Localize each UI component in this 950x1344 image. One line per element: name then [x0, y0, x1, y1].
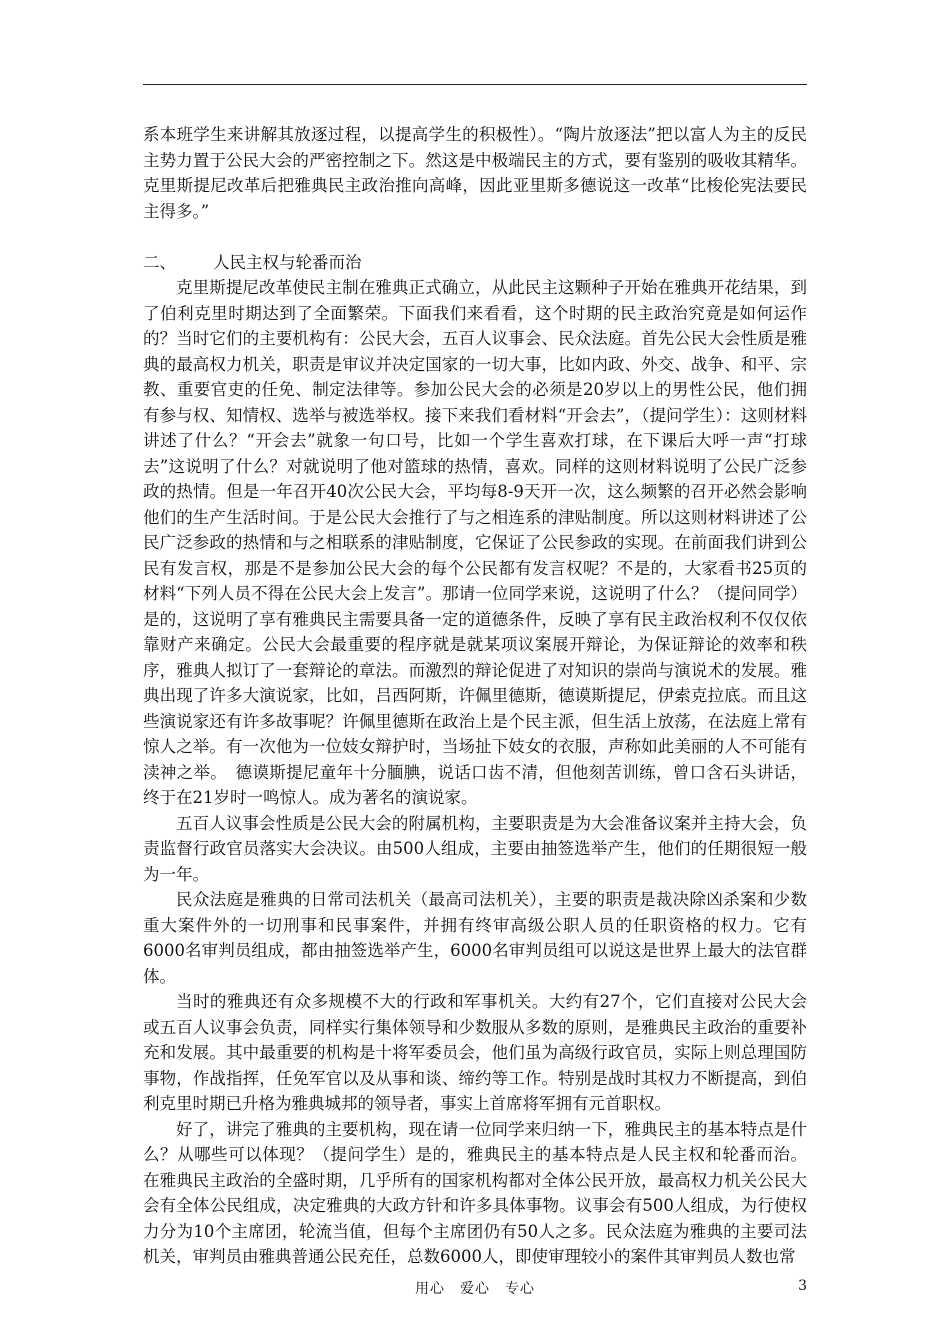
- footer-motto: 用心 爱心 专心: [415, 1281, 535, 1297]
- paragraph-military: 当时的雅典还有众多规模不大的行政和军事机关。大约有27个，它们直接对公民大会或五百人议事会负责，同样实行集体领导和少数服从多数的原则，是雅典民主政治的重要补充和发展。其中最重要的机构是十将军委员会，他们虽为高级行政官员，实际上则总理国防事物，作战指挥，任免军官以及从事和谈、缔约等工作。特别是战时其权力不断提高，到伯利克里时期已升格为雅典城邦的领导者，事实上首席将军拥有元首职权。: [143, 992, 807, 1113]
- section-title: 人民主权与轮番而治: [213, 252, 362, 272]
- document-body: [143, 122, 807, 1270]
- paragraph-summary: 好了，讲完了雅典的主要机构，现在请一位同学来归纳一下，雅典民主的基本特点是什么？从哪些可以体现？（提问学生）是的，雅典民主的基本特点是人民主权和轮番而治。 在雅典民主政治的全盛时期，几乎所有的国家机构都对全体公民开放，最高权力机关公民大会有全体公民组成，决定雅典的大政方针和许多具体事物。议事会有500人组成，为行使权力分为10个主席团，轮流当值，但每个主席团仍有50人之多。民众法庭为雅典的主要司法机关，审判员由雅典普通公民充任，总数6000人，即使审理较小的案件其审判员人数也常: [143, 1119, 807, 1266]
- paragraph-gap: [143, 224, 807, 250]
- paragraph-court: 民众法庭是雅典的日常司法机关（最高司法机关），主要的职责是裁决除凶杀案和少数重大案件外的一切刑事和民事案件，并拥有终审高级公职人员的任职资格的权力。它有6000名审判员组成，都由抽签选举产生，6000名审判员组可以说这是世界上最大的法官群体。: [143, 890, 807, 986]
- page-number: 3: [798, 1278, 807, 1294]
- paragraph-council: 五百人议事会性质是公民大会的附属机构，主要职责是为大会准备议案并主持大会，负责监督行政官员落实大会决议。由500人组成，主要由抽签选举产生，他们的任期很短一般为一年。: [143, 813, 807, 884]
- paragraph-assembly: 克里斯提尼改革使民主制在雅典正式确立，从此民主这颗种子开始在雅典开花结果，到了伯利克里时期达到了全面繁荣。下面我们来看看，这个时期的民主政治究竟是如何运作的？当时它们的主要机构有：公民大会，五百人议事会、民众法庭。首先公民大会性质是雅典的最高权力机关，职责是审议并决定国家的一切大事，比如内政、外交、战争、和平、宗教、重要官吏的任免、制定法律等。参加公民大会的必须是20岁以上的男性公民，他们拥有参与权、知情权、选举与被选举权。接下来我们看材料“开会去”，（提问学生）：这则材料讲述了什么？“开会去”就象一句口号，比如一个学生喜欢打球，在下课后大呼一声“打球去”这说明了什么？对就说明了他对篮球的热情，喜欢。同样的这则材料说明了公民广泛参政的热情。但是一年召开40次公民大会，平均每8-9天开一次，这么频繁的召开必然会影响他们的生产生活时间。于是公民大会推行了与之相连系的津贴制度。所以这则材料讲述了公民广泛参政的热情和与之相联系的津贴制度，它保证了公民参政的实现。在前面我们讲到公民有发言权，那是不是参加公民大会的每个公民都有发言权呢？不是的，大家看书25页的材料“下列人员不得在公民大会上发言”。那请一位同学来说，这说明了什么？（提问同学）是的，这说明了享有雅典民主需要具备一定的道德条件，反映了享有民主政治权利不仅仅依靠财产来确定。公民大会最重要的程序就是就某项议案展开辩论，为保证辩论的效率和秩序，雅典人拟订了一套辩论的章法。而激烈的辩论促进了对知识的崇尚与演说术的发展。雅典出现了许多大演说家，比如，吕西阿斯，许佩里德斯，德谟斯提尼，伊索克拉底。而且这些演说家还有许多故事呢？许佩里德斯在政治上是个民主派，但生活上放荡，在法庭上常有惊人之举。有一次他为一位妓女辩护时，当场扯下妓女的衣服，声称如此美丽的人不可能有渎神之举。 德谟斯提尼童年十分腼腆，说话口齿不清，但他刻苦训练，曾口含石头讲话，终于在21岁时一鸣惊人。成为著名的演说家。: [143, 278, 807, 807]
- section-number: 二、: [143, 252, 176, 272]
- header-rule: [143, 84, 807, 85]
- section-heading: [143, 250, 807, 276]
- paragraph-continuation: 系本班学生来讲解其放逐过程，以提高学生的积极性）。“陶片放逐法”把以富人为主的反民主势力置于公民大会的严密控制之下。然这是中极端民主的方式，要有鉴别的吸收其精华。克里斯提尼改革后把雅典民主政治推向高峰，因此亚里斯多德说这一改革“比梭伦宪法要民主得多。”: [143, 125, 807, 221]
